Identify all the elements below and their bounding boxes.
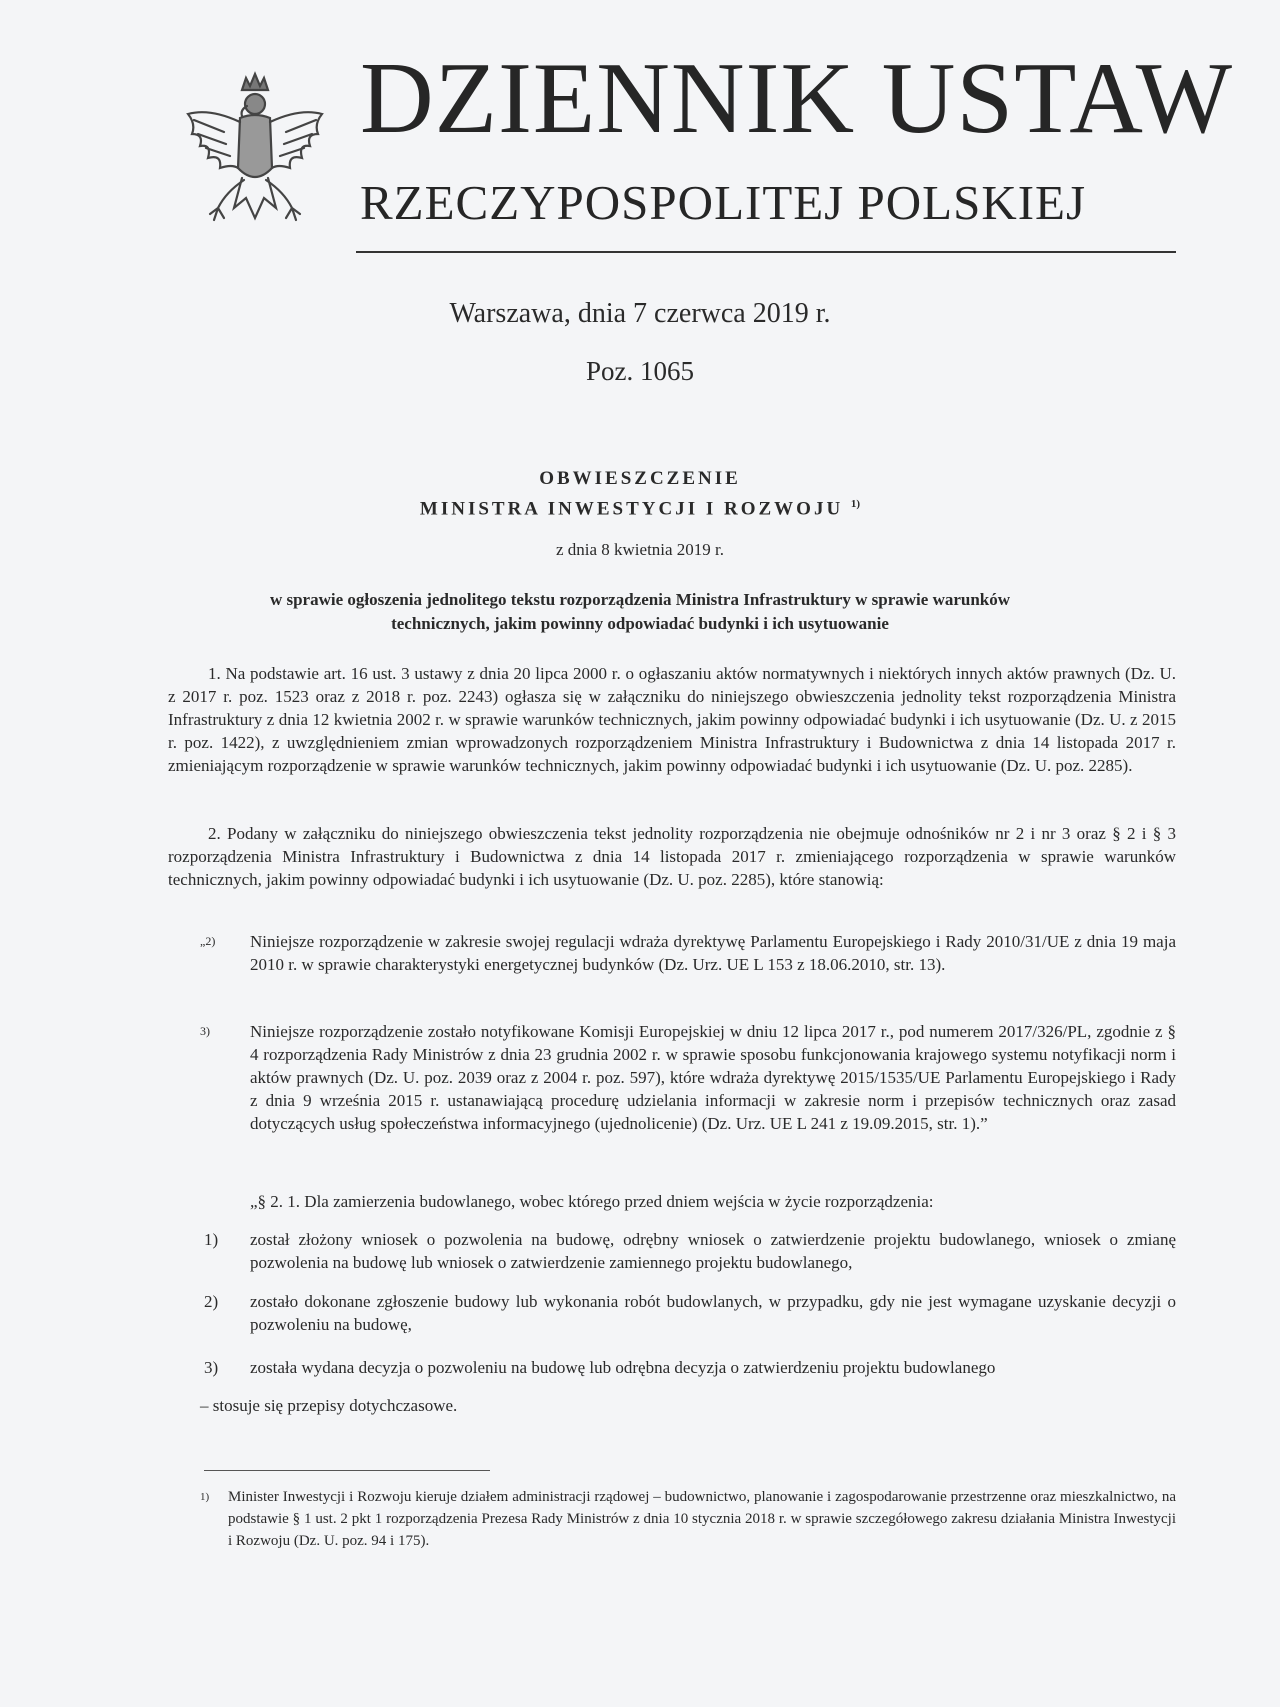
list-item [204,1356,1176,1379]
footnote-1-marker: 1) [200,1491,210,1503]
list-item-text: została wydana decyzja o pozwoleniu na budowę lub odrębna decyzja o zatwierdzeniu projektu budowlanego [250,1358,996,1377]
paragraph-2: 2. Podany w załączniku do niniejszego obwieszczenia tekst jednolity rozporządzenia nie obejmuje odnośników nr 2 i nr 3 oraz § 2 i § 3 rozporządzenia Ministra Infrastruktury i Budownictwa z dnia 14 listopada 2017 r. zmieniającego rozporządzenia w sprawie warunków technicznych, jakim powinny odpowiadać budynki i ich usytuowanie (Dz. U. poz. 2285), które stanowią: [168,824,1176,889]
list-item-text: zostało dokonane zgłoszenie budowy lub wykonania robót budowlanych, w przypadku, gdy nie jest wymagane uzyskanie decyzji o pozwoleniu na budowę, [250,1292,1176,1334]
subject-line-2: technicznych, jakim powinny odpowiadać budynki i ich usytuowanie [391,614,889,633]
section-2-intro: „§ 2. 1. Dla zamierzenia budowlanego, wobec którego przed dniem wejścia w życie rozporządzenia: [250,1192,934,1211]
masthead-subtitle: RZECZYPOSPOLITEJ POLSKIEJ [360,175,1087,230]
subject-block [0,588,1280,636]
position-number: Poz. 1065 [586,356,694,386]
heading-minister [0,498,1280,520]
masthead-divider [356,251,1176,253]
list-item [204,1290,1176,1336]
list-item [204,1228,1176,1274]
footnote-1 [200,1486,1176,1552]
footnote-divider [204,1470,490,1471]
quoted-footnote-3-marker: 3) [200,1024,210,1038]
quoted-footnote-2-marker: „2) [200,934,216,948]
heading-notice: OBWIESZCZENIE [539,468,741,489]
subject-line-1: w sprawie ogłoszenia jednolitego tekstu rozporządzenia Ministra Infrastruktury w sprawie warunków [269,590,1011,609]
footnote-ref-1: 1) [850,498,861,510]
quoted-footnote-3 [200,1020,1176,1135]
list-item-number: 3) [204,1358,219,1377]
closing-clause: – stosuje się przepisy dotychczasowe. [200,1396,458,1415]
list-item-number: 1) [204,1230,219,1249]
masthead-title: DZIENNIK USTAW [360,42,1233,155]
paragraph-1: 1. Na podstawie art. 16 ust. 3 ustawy z dnia 20 lipca 2000 r. o ogłaszaniu aktów normatywnych i niektórych innych aktów prawnych (Dz. U. z 2017 r. poz. 1523 oraz z 2018 r. poz. 2243) ogłasza się w załączniku do niniejszego obwieszczenia jednolity tekst rozporządzenia Ministra Infrastruktury z dnia 12 kwietnia 2002 r. w sprawie warunków technicznych, jakim powinny odpowiadać budynki i ich usytuowanie (Dz. U. z 2015 r. poz. 1422), z uwzględnieniem zmian wprowadzonych rozporządzeniem Ministra Infrastruktury i Budownictwa z dnia 14 listopada 2017 r. zmieniającym rozporządzenie w sprawie warunków technicznych, jakim powinny odpowiadać budynki i ich usytuowanie (Dz. U. poz. 2285). [168,664,1176,775]
quoted-footnote-3-text: Niniejsze rozporządzenie zostało notyfikowane Komisji Europejskiej w dniu 12 lipca 2017 r., pod numerem 2017/326/PL, zgodnie z § 4 rozporządzenia Rady Ministrów z dnia 23 grudnia 2002 r. w sprawie sposobu funkcjonowania krajowego systemu notyfikacji norm i aktów prawnych (Dz. U. poz. 2039 oraz z 2004 r. poz. 597), które wdraża dyrektywę 2015/1535/UE Parlamentu Europejskiego i Rady z dnia 9 września 2015 r. ustanawiającą procedurę udzielania informacji w zakresie norm i przepisów technicznych oraz zasad dotyczących usług społeczeństwa informacyjnego (ujednolicenie) (Dz. Urz. UE L 241 z 19.09.2015, str. 1).” [250,1022,1176,1133]
list-item-text: został złożony wniosek o pozwolenia na budowę, odrębny wniosek o zatwierdzenie projektu budowlanego, wniosek o zmianę pozwolenia na budowę lub wniosek o zatwierdzenie zamiennego projektu budowlanego, [250,1230,1176,1272]
polish-eagle-emblem [180,68,330,238]
date-line: Warszawa, dnia 7 czerwca 2019 r. [449,298,831,329]
quoted-footnote-2 [200,930,1176,976]
heading-date: z dnia 8 kwietnia 2019 r. [555,540,725,559]
quoted-footnote-2-text: Niniejsze rozporządzenie w zakresie swojej regulacji wdraża dyrektywę Parlamentu Europejskiego i Rady 2010/31/UE z dnia 19 maja 2010 r. w sprawie charakterystyki energetycznej budynków (Dz. Urz. UE L 153 z 18.06.2010, str. 13). [250,932,1176,974]
heading-minister-text: MINISTRA INWESTYCJI I ROZWOJU [419,498,844,520]
footnote-1-text: Minister Inwestycji i Rozwoju kieruje działem administracji rządowej – budownictwo, planowanie i zagospodarowanie przestrzenne oraz mieszkalnictwo, na podstawie § 1 ust. 2 pkt 1 rozporządzenia Prezesa Rady Ministrów z dnia 10 stycznia 2018 r. w sprawie szczegółowego zakresu działania Ministra Inwestycji i Rozwoju (Dz. U. poz. 94 i 175). [228,1489,1176,1549]
list-item-number: 2) [204,1292,219,1311]
